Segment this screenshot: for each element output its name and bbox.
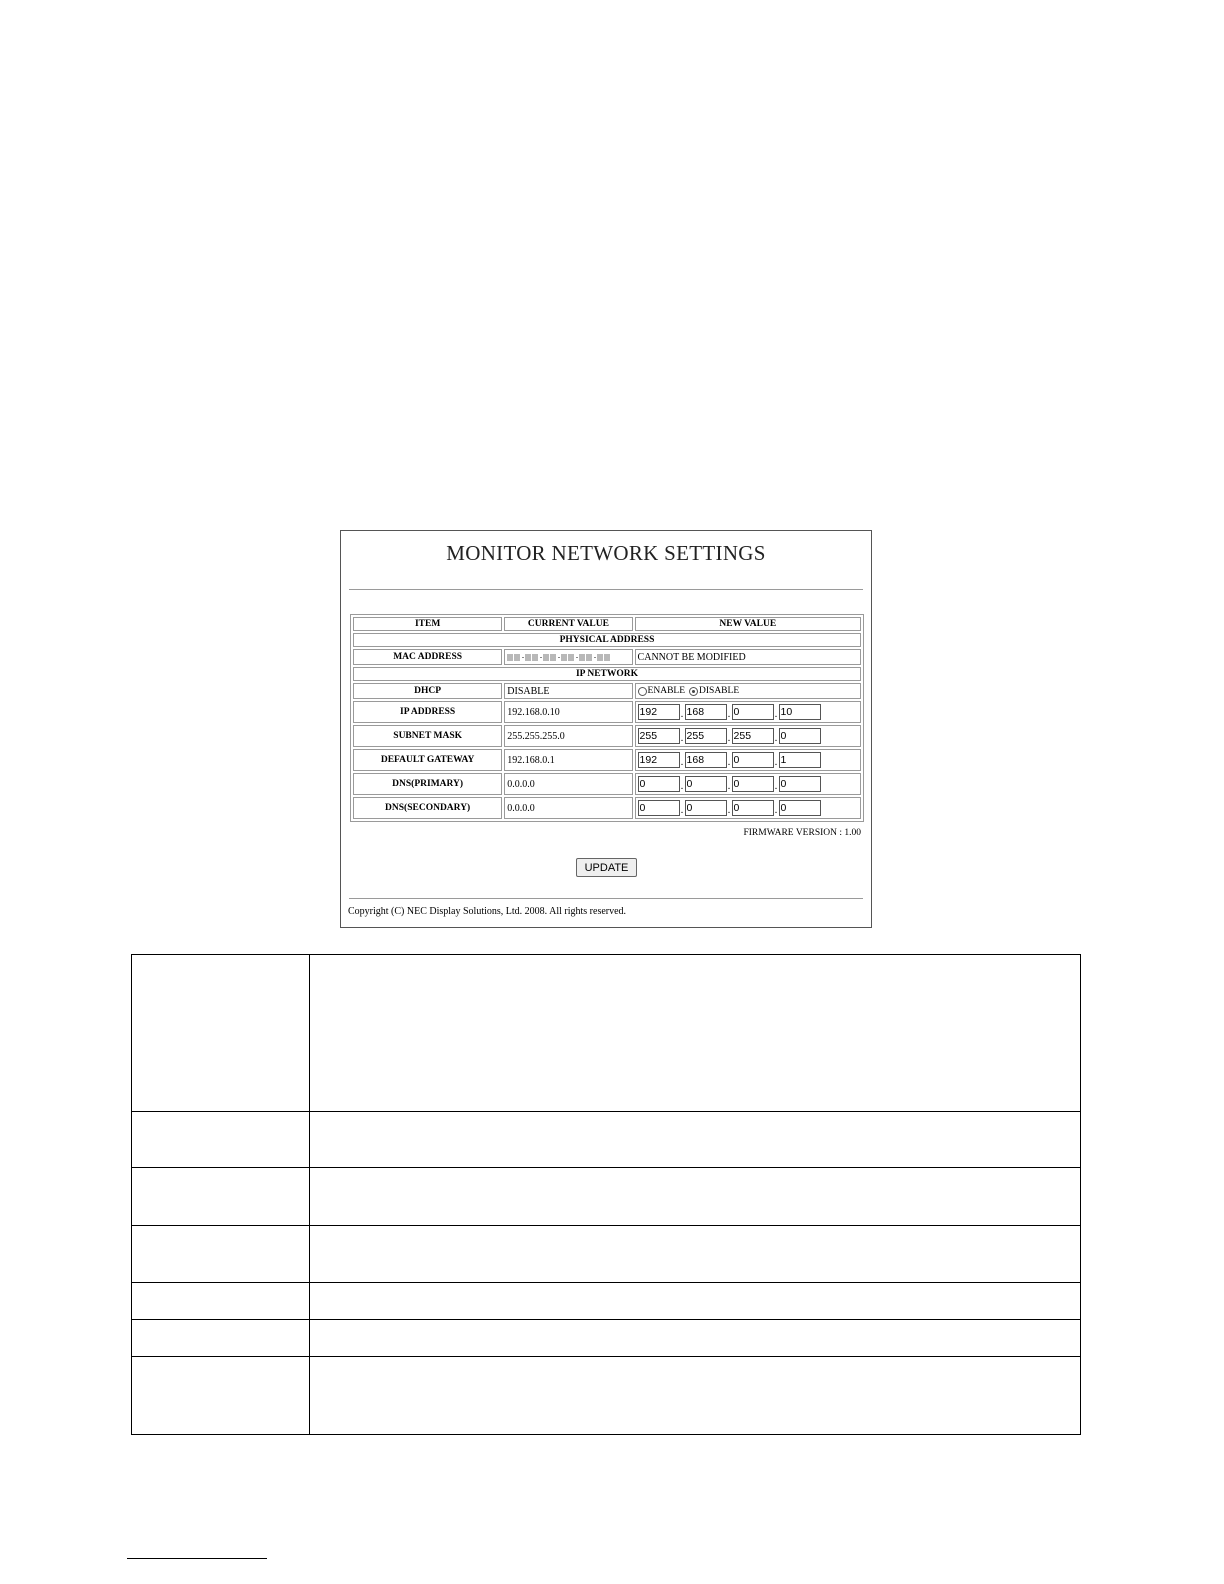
description-table — [131, 954, 1081, 1435]
ip-octet-input[interactable] — [779, 800, 821, 816]
ip-dot-separator: . — [774, 781, 778, 792]
row-label: IP ADDRESS — [353, 701, 502, 723]
dhcp-disable-radio[interactable] — [689, 687, 698, 696]
row-label: SUBNET MASK — [353, 725, 502, 747]
current-value: 192.168.0.10 — [504, 701, 632, 723]
divider — [349, 898, 863, 899]
table-row — [132, 955, 1081, 1112]
new-value-inputs — [635, 701, 861, 723]
header-new-value: NEW VALUE — [635, 617, 861, 631]
ip-dot-separator: . — [727, 757, 731, 768]
new-value-inputs — [635, 749, 861, 771]
ip-octet-input[interactable] — [638, 752, 680, 768]
ip-octet-input[interactable] — [685, 704, 727, 720]
ip-dot-separator: . — [680, 709, 684, 720]
row-label: DNS(SECONDARY) — [353, 797, 502, 819]
ip-octet-input[interactable] — [779, 704, 821, 720]
row-label-mac: MAC ADDRESS — [353, 649, 502, 665]
table-row — [132, 1283, 1081, 1320]
ip-octet-input[interactable] — [685, 776, 727, 792]
current-value: 192.168.0.1 — [504, 749, 632, 771]
table-row — [132, 1226, 1081, 1283]
ip-dot-separator: . — [727, 733, 731, 744]
ip-octet-input[interactable] — [732, 752, 774, 768]
new-value-inputs — [635, 773, 861, 795]
dhcp-enable-label: ENABLE — [647, 686, 686, 697]
row-label-dhcp: DHCP — [353, 683, 502, 699]
table-row — [132, 1112, 1081, 1168]
ip-rows — [353, 701, 861, 819]
ip-octet-input[interactable] — [732, 728, 774, 744]
table-row — [353, 749, 861, 771]
ip-dot-separator: . — [774, 733, 778, 744]
ip-octet-input[interactable] — [779, 752, 821, 768]
ip-octet-input[interactable] — [638, 776, 680, 792]
ip-dot-separator: . — [774, 757, 778, 768]
ip-octet-input[interactable] — [638, 800, 680, 816]
ip-octet-input[interactable] — [685, 752, 727, 768]
dhcp-current-value: DISABLE — [504, 683, 632, 699]
ip-dot-separator: . — [727, 709, 731, 720]
table-row — [353, 701, 861, 723]
section-row-ip — [353, 667, 861, 681]
ip-octet-input[interactable] — [779, 728, 821, 744]
table-row — [132, 1357, 1081, 1435]
header-current-value: CURRENT VALUE — [504, 617, 632, 631]
ip-dot-separator: . — [680, 757, 684, 768]
current-value: 0.0.0.0 — [504, 773, 632, 795]
ip-dot-separator: . — [727, 781, 731, 792]
ip-octet-input[interactable] — [779, 776, 821, 792]
dhcp-enable-radio[interactable] — [638, 687, 647, 696]
table-row — [132, 1320, 1081, 1357]
firmware-version: FIRMWARE VERSION : 1.00 — [743, 828, 861, 838]
table-row — [132, 1168, 1081, 1226]
section-row-physical — [353, 633, 861, 647]
section-physical-address: PHYSICAL ADDRESS — [353, 633, 861, 647]
ip-octet-input[interactable] — [732, 776, 774, 792]
header-item: ITEM — [353, 617, 502, 631]
table-header-row — [353, 617, 861, 631]
ip-dot-separator: . — [680, 733, 684, 744]
divider — [349, 589, 863, 590]
new-value-inputs — [635, 725, 861, 747]
update-button[interactable]: UPDATE — [576, 858, 637, 877]
current-value: 255.255.255.0 — [504, 725, 632, 747]
settings-table — [350, 614, 864, 822]
table-row-dhcp — [353, 683, 861, 699]
network-settings-screenshot — [340, 530, 872, 928]
ip-dot-separator: . — [680, 805, 684, 816]
section-ip-network: IP NETWORK — [353, 667, 861, 681]
new-value-inputs — [635, 797, 861, 819]
page-title: MONITOR NETWORK SETTINGS — [446, 541, 766, 565]
table-row-mac — [353, 649, 861, 665]
ip-dot-separator: . — [680, 781, 684, 792]
dhcp-options — [635, 683, 861, 699]
table-row — [353, 773, 861, 795]
ip-octet-input[interactable] — [732, 800, 774, 816]
mac-masked-value — [504, 649, 632, 665]
ip-dot-separator: . — [727, 805, 731, 816]
ip-octet-input[interactable] — [685, 800, 727, 816]
dhcp-disable-label: DISABLE — [699, 686, 740, 697]
ip-octet-input[interactable] — [732, 704, 774, 720]
ip-dot-separator: . — [774, 805, 778, 816]
row-label: DEFAULT GATEWAY — [353, 749, 502, 771]
table-row — [353, 797, 861, 819]
ip-octet-input[interactable] — [638, 728, 680, 744]
ip-dot-separator: . — [774, 709, 778, 720]
mac-new-note: CANNOT BE MODIFIED — [635, 649, 861, 665]
row-label: DNS(PRIMARY) — [353, 773, 502, 795]
table-row — [353, 725, 861, 747]
copyright-text: Copyright (C) NEC Display Solutions, Ltd. 2008. All rights reserved. — [348, 906, 627, 917]
ip-octet-input[interactable] — [638, 704, 680, 720]
footnote-separator — [127, 1558, 267, 1559]
ip-octet-input[interactable] — [685, 728, 727, 744]
current-value: 0.0.0.0 — [504, 797, 632, 819]
